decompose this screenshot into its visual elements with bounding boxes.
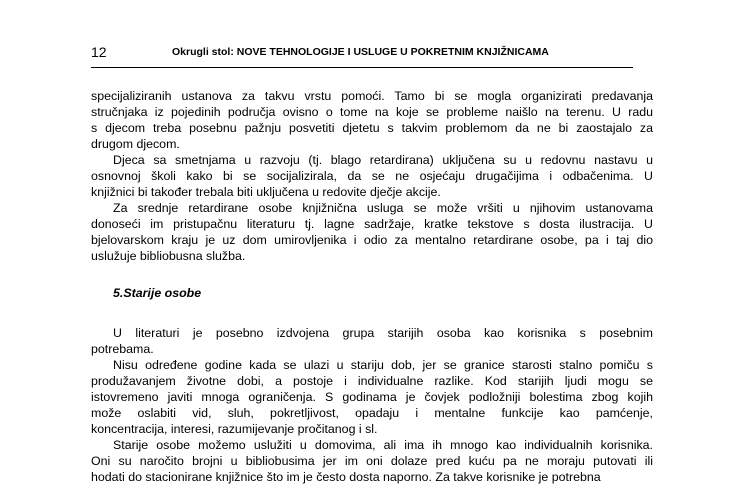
text-line: bjelovarskom kraju je uz dom umirovljenika i odio za mentalno retardirane osobe, pa i taj dio	[91, 233, 653, 247]
text-line: hodati do stacionirane knjižnice što im je često dosta naporno. Za takve korisnike je potrebna	[91, 470, 601, 484]
text-line: Djeca sa smetnjama u razvoju (tj. blago retardirana) uključena su u redovnu nastavu u	[113, 153, 653, 167]
paragraphs-before-heading	[91, 88, 653, 264]
text-line: s djecom treba posebnu pažnju posvetiti djetetu s takvim problemom da ne bi zaostajalo za	[91, 121, 653, 135]
paragraph	[91, 437, 653, 485]
text-line: istovremeno javiti mnoga ograničenja. S godinama je čovjek podložniji bolestima zbog kojih	[91, 390, 653, 404]
paragraph	[91, 200, 653, 264]
paragraph	[91, 88, 653, 152]
text-line: knjižnici bi također trebala biti uključena u redovite dječje akcije.	[91, 185, 441, 199]
paragraph	[91, 357, 653, 437]
page-number: 12	[91, 44, 107, 60]
text-line: drugom djecom.	[91, 137, 180, 151]
text-line: donoseći im pristupačnu literaturu tj. lagne sadržaje, kratke tekstove s dosta ilustracija. U	[91, 217, 653, 231]
text-line: Za srednje retardirane osobe knjižnična usluga se može vršiti u njihovim ustanovama	[113, 201, 653, 215]
text-line: Oni su naročito brojni u bibliobusima jer im oni dolaze pred kuću pa ne moraju putovati ili	[91, 454, 653, 468]
text-line: potrebama.	[91, 342, 154, 356]
paragraph	[91, 325, 653, 357]
text-line: stručnjaka iz pojedinih područja ovisno o tome na koje se probleme naišlo na terenu. U radu	[91, 105, 653, 119]
text-line: uslužuje bibliobusna služba.	[91, 249, 246, 263]
text-line: U literaturi je posebno izdvojena grupa starijih osoba kao korisnika s posebnim	[113, 326, 653, 340]
text-line: Starije osobe možemo uslužiti u domovima, ali ima ih mnogo kao individualnih korisnika.	[113, 438, 653, 452]
text-line: produžavanjem životne dobi, a postoje i individualne razlike. Kod starijih ljudi mogu se	[91, 374, 653, 388]
paragraph	[91, 152, 653, 200]
header-rule	[91, 67, 633, 68]
text-line: osnovnoj školi kako bi se socijalizirala, da se ne osjećaju drugačijima i odbačenima. U	[91, 169, 653, 183]
text-line: može oslabiti vid, sluh, pokretljivost, opadaju i mentalne funkcije kao pamćenje,	[91, 406, 653, 420]
text-line: Nisu određene godine kada se ulazi u stariju dob, jer se granice starosti stalno pomiču s	[113, 358, 653, 372]
paragraphs-after-heading	[91, 325, 653, 485]
text-line: koncentracija, interesi, razumijevanje pročitanog i sl.	[91, 422, 378, 436]
running-title: Okrugli stol: NOVE TEHNOLOGIJE I USLUGE U POKRETNIM KNJIŽNICAMA	[172, 46, 549, 58]
section-heading: 5.Starije osobe	[113, 286, 202, 300]
body-text	[91, 88, 653, 485]
text-line: specijaliziranih ustanova za takvu vrstu pomoći. Tamo bi se mogla organizirati predavanja	[91, 89, 653, 103]
